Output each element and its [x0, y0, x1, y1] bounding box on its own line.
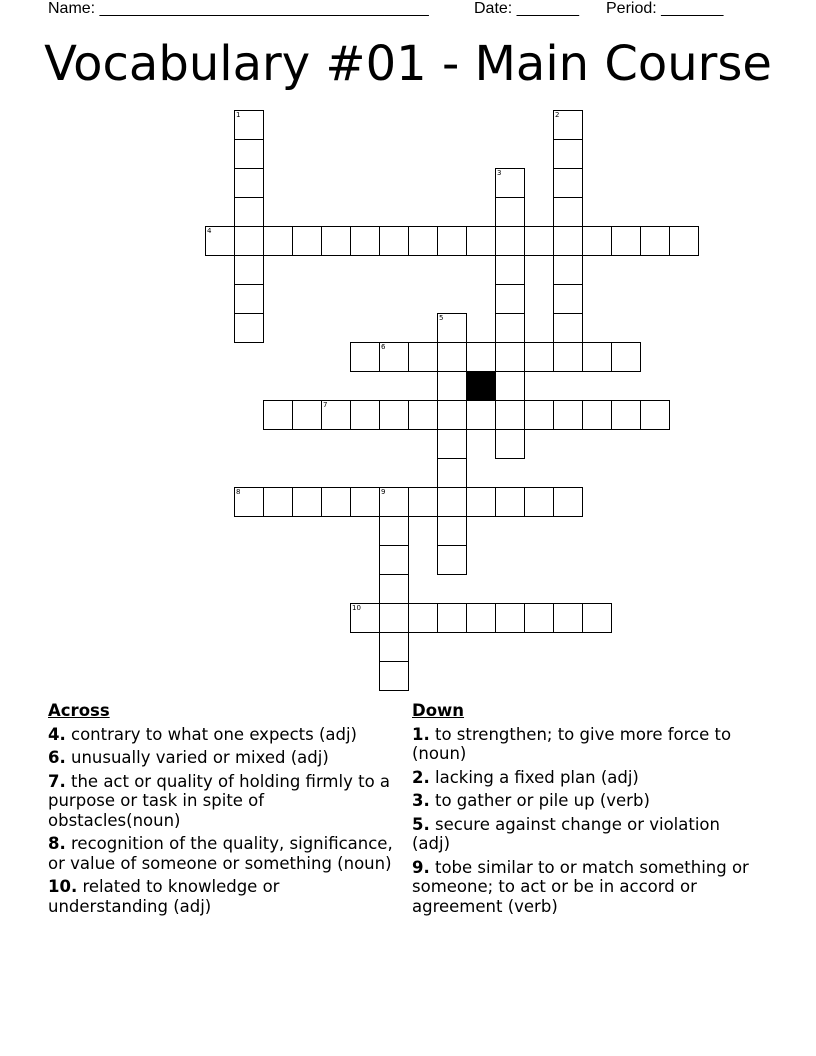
crossword-cell[interactable]	[379, 400, 409, 430]
crossword-cell[interactable]	[379, 516, 409, 546]
across-clues	[48, 701, 393, 920]
clue-number-label: 1	[236, 111, 241, 119]
clue-across-10	[48, 877, 393, 916]
crossword-cell[interactable]	[582, 400, 612, 430]
down-heading: Down	[412, 701, 465, 720]
crossword-cell[interactable]	[553, 139, 583, 169]
crossword-cell[interactable]	[524, 342, 554, 372]
crossword-cell[interactable]	[379, 661, 409, 691]
clue-across-6	[48, 748, 393, 768]
crossword-cell[interactable]	[611, 400, 641, 430]
crossword-cell[interactable]	[379, 632, 409, 662]
crossword-cell[interactable]	[553, 603, 583, 633]
crossword-cell[interactable]	[524, 487, 554, 517]
crossword-cell[interactable]	[553, 110, 583, 140]
crossword-cell[interactable]	[437, 400, 467, 430]
crossword-cell[interactable]	[495, 400, 525, 430]
crossword-cell[interactable]	[495, 429, 525, 459]
crossword-cell[interactable]	[582, 603, 612, 633]
crossword-cell[interactable]	[234, 313, 264, 343]
clue-number-label: 3	[497, 169, 502, 177]
crossword-cell[interactable]	[234, 197, 264, 227]
clue-number: 9.	[412, 857, 430, 877]
across-heading: Across	[48, 701, 110, 720]
crossword-cell[interactable]	[379, 545, 409, 575]
clue-down-2	[412, 768, 762, 788]
crossword-cell[interactable]	[350, 487, 380, 517]
clue-number: 3.	[412, 791, 430, 810]
crossword-cell[interactable]	[553, 197, 583, 227]
clue-down-1	[412, 725, 762, 764]
crossword-cell[interactable]	[553, 284, 583, 314]
crossword-cell[interactable]	[379, 603, 409, 633]
crossword-cell[interactable]	[437, 371, 467, 401]
crossword-cell[interactable]	[466, 226, 496, 256]
crossword-cell[interactable]	[234, 284, 264, 314]
name-field: Name: _____________________________________	[48, 0, 429, 17]
crossword-cell[interactable]	[234, 255, 264, 285]
crossword-cell[interactable]	[495, 226, 525, 256]
clue-number-label: 6	[381, 343, 386, 351]
crossword-cell[interactable]	[437, 603, 467, 633]
crossword-cell[interactable]	[495, 313, 525, 343]
clue-across-7	[48, 772, 393, 831]
crossword-cell[interactable]	[234, 139, 264, 169]
crossword-cell[interactable]	[466, 400, 496, 430]
crossword-cell[interactable]	[437, 487, 467, 517]
crossword-cell[interactable]	[437, 342, 467, 372]
crossword-cell[interactable]	[553, 313, 583, 343]
clue-number-label: 9	[381, 488, 386, 496]
crossword-cell[interactable]	[408, 342, 438, 372]
crossword-cell[interactable]	[466, 487, 496, 517]
clue-down-9	[412, 858, 762, 917]
clue-number-label: 10	[352, 604, 361, 612]
crossword-cell[interactable]	[263, 226, 293, 256]
clue-number: 8.	[48, 834, 66, 853]
crossword-cell[interactable]	[553, 255, 583, 285]
clue-down-3	[412, 791, 762, 811]
crossword-cell[interactable]	[611, 342, 641, 372]
crossword-cell[interactable]	[263, 400, 293, 430]
clue-text: unusually varied or mixed (adj)	[65, 748, 329, 767]
crossword-cell[interactable]	[437, 226, 467, 256]
crossword-cell[interactable]	[321, 400, 351, 430]
crossword-cell[interactable]	[495, 284, 525, 314]
crossword-cell[interactable]	[524, 226, 554, 256]
crossword-cell[interactable]	[524, 400, 554, 430]
crossword-cell[interactable]	[466, 603, 496, 633]
clue-number-label: 4	[207, 227, 212, 235]
crossword-cell[interactable]	[292, 400, 322, 430]
crossword-cell[interactable]	[437, 545, 467, 575]
down-clues	[412, 701, 762, 920]
clue-number: 1.	[412, 724, 430, 744]
clue-text: to gather or pile up (verb)	[429, 791, 650, 810]
crossword-cell[interactable]	[350, 400, 380, 430]
clue-text: tobe similar to or match something or someone; to act or be in accord or agreement (verb)	[412, 857, 749, 916]
clue-text: secure against change or violation (adj)	[412, 814, 720, 853]
clue-across-4	[48, 725, 393, 745]
crossword-cell[interactable]	[292, 226, 322, 256]
crossword-cell[interactable]	[553, 342, 583, 372]
crossword-cell[interactable]	[321, 226, 351, 256]
crossword-cell[interactable]	[408, 400, 438, 430]
black-square	[466, 371, 496, 401]
crossword-cell[interactable]	[350, 603, 380, 633]
crossword-cell[interactable]	[669, 226, 699, 256]
crossword-cell[interactable]	[524, 603, 554, 633]
crossword-cell[interactable]	[234, 168, 264, 198]
crossword-cell[interactable]	[234, 487, 264, 517]
clue-text: related to knowledge or understanding (adj)	[48, 877, 280, 916]
crossword-cell[interactable]	[379, 574, 409, 604]
crossword-cell[interactable]	[466, 342, 496, 372]
crossword-cell[interactable]	[379, 487, 409, 517]
crossword-cell[interactable]	[379, 226, 409, 256]
crossword-cell[interactable]	[553, 400, 583, 430]
clue-number-label: 8	[236, 488, 241, 496]
clue-across-8	[48, 834, 393, 873]
crossword-cell[interactable]	[350, 342, 380, 372]
crossword-cell[interactable]	[495, 197, 525, 227]
crossword-cell[interactable]	[408, 487, 438, 517]
crossword-cell[interactable]	[379, 342, 409, 372]
crossword-cell[interactable]	[292, 487, 322, 517]
crossword-cell[interactable]	[582, 226, 612, 256]
crossword-cell[interactable]	[437, 429, 467, 459]
crossword-cell[interactable]	[437, 458, 467, 488]
crossword-cell[interactable]	[553, 226, 583, 256]
crossword-cell[interactable]	[611, 226, 641, 256]
date-field: Date: _______	[474, 0, 579, 17]
clue-number-label: 7	[323, 401, 328, 409]
crossword-cell[interactable]	[437, 516, 467, 546]
clue-number: 10.	[48, 877, 78, 896]
crossword-cell[interactable]	[234, 110, 264, 140]
crossword-cell[interactable]	[640, 226, 670, 256]
clue-number: 6.	[48, 748, 66, 767]
crossword-cell[interactable]	[437, 313, 467, 343]
clue-text: lacking a fixed plan (adj)	[429, 767, 639, 787]
crossword-cell[interactable]	[582, 342, 612, 372]
clue-number: 2.	[412, 767, 430, 787]
crossword-cell[interactable]	[495, 371, 525, 401]
crossword-cell[interactable]	[495, 487, 525, 517]
crossword-cell[interactable]	[495, 168, 525, 198]
crossword-cell[interactable]	[350, 226, 380, 256]
clue-number-label: 5	[439, 314, 444, 322]
clue-number: 5.	[412, 814, 430, 834]
clue-text: recognition of the quality, significance, or value of someone or something (noun)	[48, 834, 393, 873]
crossword-cell[interactable]	[321, 487, 351, 517]
crossword-cell[interactable]	[495, 255, 525, 285]
clue-text: the act or quality of holding firmly to a purpose or task in spite of obstacles(noun)	[48, 771, 391, 830]
crossword-cell[interactable]	[495, 603, 525, 633]
period-field: Period: _______	[606, 0, 724, 17]
crossword-cell[interactable]	[495, 342, 525, 372]
clue-text: to strengthen; to give more force to (noun)	[412, 724, 732, 763]
crossword-cell[interactable]	[234, 226, 264, 256]
clue-number: 4.	[48, 724, 66, 744]
crossword-cell[interactable]	[640, 400, 670, 430]
crossword-cell[interactable]	[263, 487, 293, 517]
crossword-cell[interactable]	[553, 168, 583, 198]
clue-text: contrary to what one expects (adj)	[65, 724, 357, 744]
clue-down-5	[412, 815, 762, 854]
crossword-cell[interactable]	[408, 226, 438, 256]
page-title: Vocabulary #01 - Main Course	[44, 36, 772, 92]
crossword-cell[interactable]	[553, 487, 583, 517]
clue-number: 7.	[48, 771, 66, 791]
clue-number-label: 2	[555, 111, 560, 119]
crossword-cell[interactable]	[205, 226, 235, 256]
crossword-cell[interactable]	[408, 603, 438, 633]
